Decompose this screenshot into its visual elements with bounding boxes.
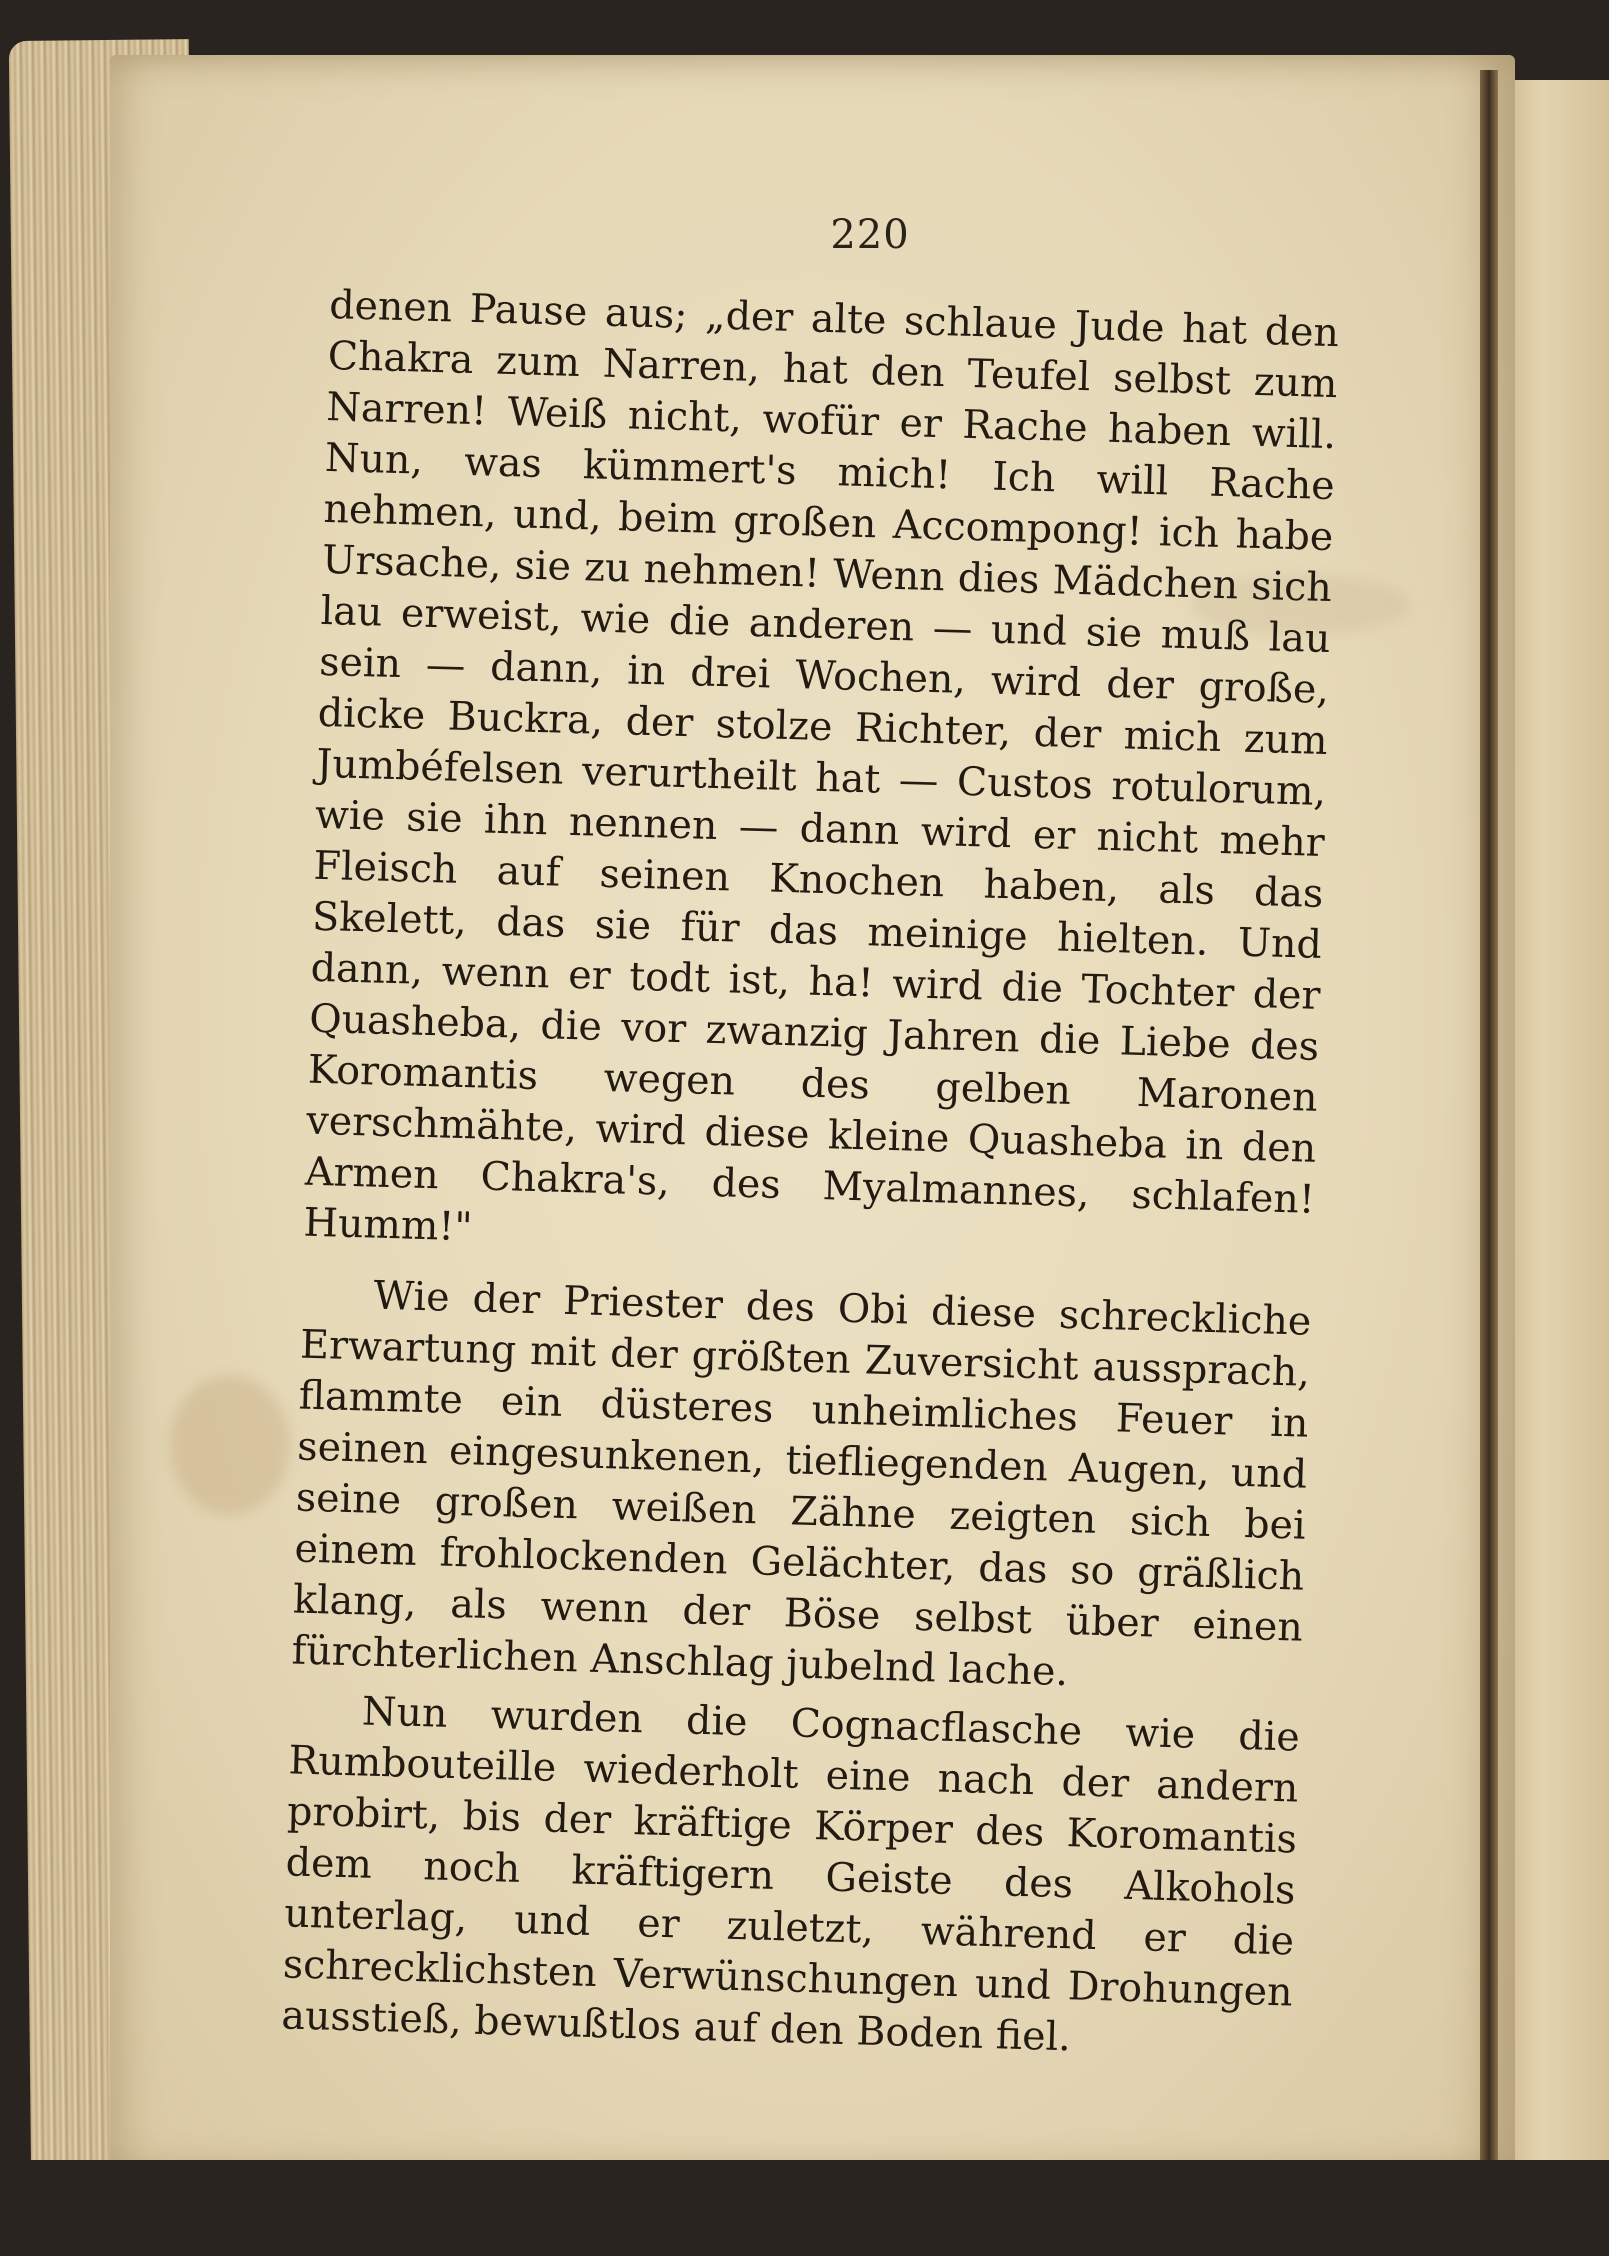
paper-stain <box>170 1375 290 1515</box>
page-text <box>281 280 1340 2070</box>
paragraph: Wie der Priester des Obi diese schreckliche Erwartung mit der größten Zuversicht aussprach, flammte ein düsteres unheimliches Feuer in seinen eingesunkenen, tiefliegenden Augen, und seine großen weißen Zähne zeigten sich bei einem frohlockenden Gelächter, das so gräßlich klang, als wenn der Böse selbst über einen fürchterlichen Anschlag jubelnd lache. <box>291 1272 1312 1696</box>
book-gutter <box>1480 70 1498 2170</box>
paragraph: Nun wurden die Cognacflasche wie die Rumbouteille wiederholt eine nach der andern probirt, bis der kräftige Körper des Koromantis dem noch kräftigern Geiste des Alkohols unterlag, und er zuletzt, während er die schrecklichsten Verwünschungen und Drohungen ausstieß, bewußtlos auf den Boden fiel. <box>280 1688 1301 2061</box>
scan-bottom-shadow <box>0 2160 1609 2256</box>
page-number: 220 <box>830 212 910 258</box>
paragraph: denen Pause aus; „der alte schlaue Jude hat den Chakra zum Narren, hat den Teufel selbst zum Narren! Weiß nicht, wofür er Rache haben will. Nun, was kümmert's mich! Ich will Rache nehmen, und, beim großen Accompong! ich habe Ursache, sie zu nehmen! Wenn dies Mädchen sich lau erweist, wie die anderen — und sie muß lau sein — dann, in drei Wochen, wird der große, dicke Buckra, der stolze Richter, der mich zum Jumbéfelsen verurtheilt hat — Custos rotulorum, wie sie ihn nennen — dann wird er nicht mehr Fleisch auf seinen Knochen haben, als das Skelett, das sie für das meinige hielten. Und dann, wenn er todt ist, ha! wird die Tochter der Quasheba, die vor zwanzig Jahren die Liebe des Koromantis wegen des gelben Maronen verschmähte, wird diese kleine Quasheba in den Armen Chakra's, des Myalmannes, schlafen! Humm!" <box>303 281 1340 1251</box>
